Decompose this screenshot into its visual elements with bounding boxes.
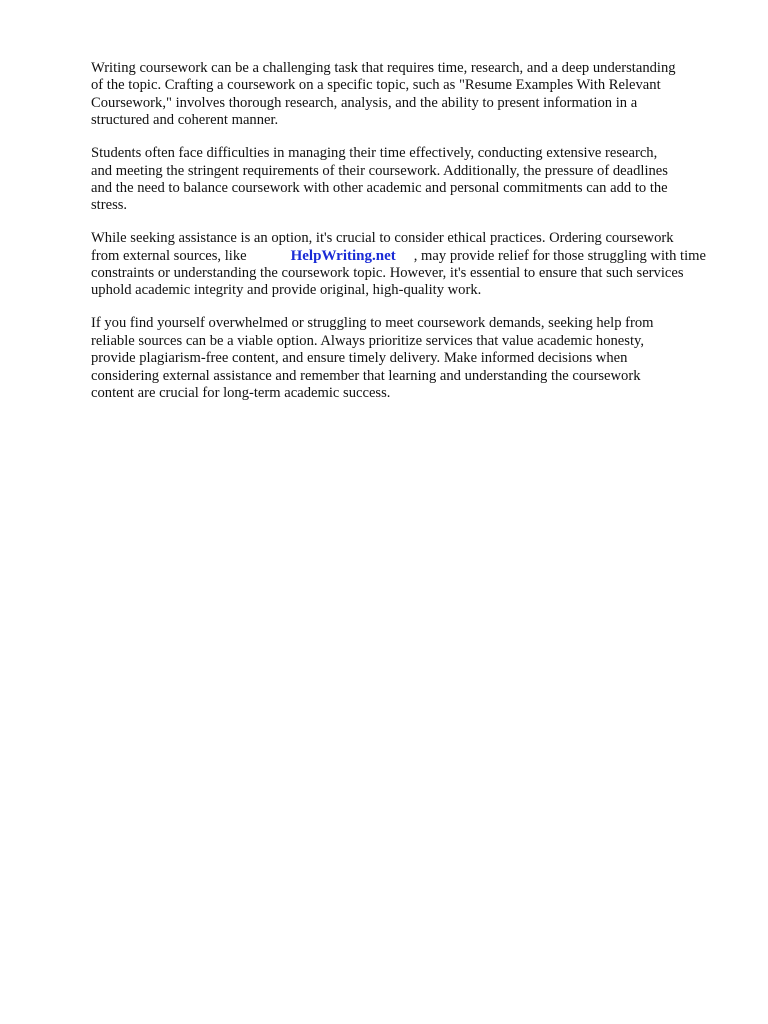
text-line: structured and coherent manner. [91, 112, 279, 129]
text-line: provide plagiarism-free content, and ensure timely delivery. Make informed decisions when [91, 350, 628, 367]
text-line: of the topic. Crafting a coursework on a specific topic, such as "Resume Examples With Relevant [91, 77, 661, 94]
document-page [91, 60, 731, 418]
text-line: considering external assistance and remember that learning and understanding the coursework [91, 367, 641, 384]
paragraph-assistance [91, 230, 731, 300]
text-line: Coursework," involves thorough research, analysis, and the ability to present information in a [91, 94, 638, 111]
text-line: stress. [91, 197, 128, 214]
text-line: uphold academic integrity and provide original, high-quality work. [91, 282, 482, 299]
text-line: content are crucial for long-term academic success. [91, 385, 391, 401]
paragraph-conclusion [91, 315, 731, 402]
paragraph-difficulties [91, 145, 731, 215]
text-line: reliable sources can be a viable option. Always prioritize services that value academic honesty, [91, 332, 645, 349]
text-line-with-link [91, 248, 731, 265]
text-after-link: , may provide relief for those struggling with time [413, 247, 706, 264]
text-line: constraints or understanding the coursework topic. However, it's essential to ensure that such services [91, 265, 684, 282]
text-line: While seeking assistance is an option, it's crucial to consider ethical practices. Ordering coursework [91, 230, 674, 247]
helpwriting-link[interactable]: HelpWriting.net [290, 247, 396, 264]
text-line: and meeting the stringent requirements of their coursework. Additionally, the pressure of deadlines [91, 162, 668, 179]
text-line: Writing coursework can be a challenging task that requires time, research, and a deep understanding [91, 60, 676, 76]
text-line: Students often face difficulties in managing their time effectively, conducting extensive research, [91, 145, 658, 162]
paragraph-intro [91, 60, 731, 130]
text-line: and the need to balance coursework with other academic and personal commitments can add to the [91, 179, 668, 196]
text-before-link: from external sources, like [91, 247, 247, 264]
text-line: If you find yourself overwhelmed or struggling to meet coursework demands, seeking help from [91, 315, 654, 332]
